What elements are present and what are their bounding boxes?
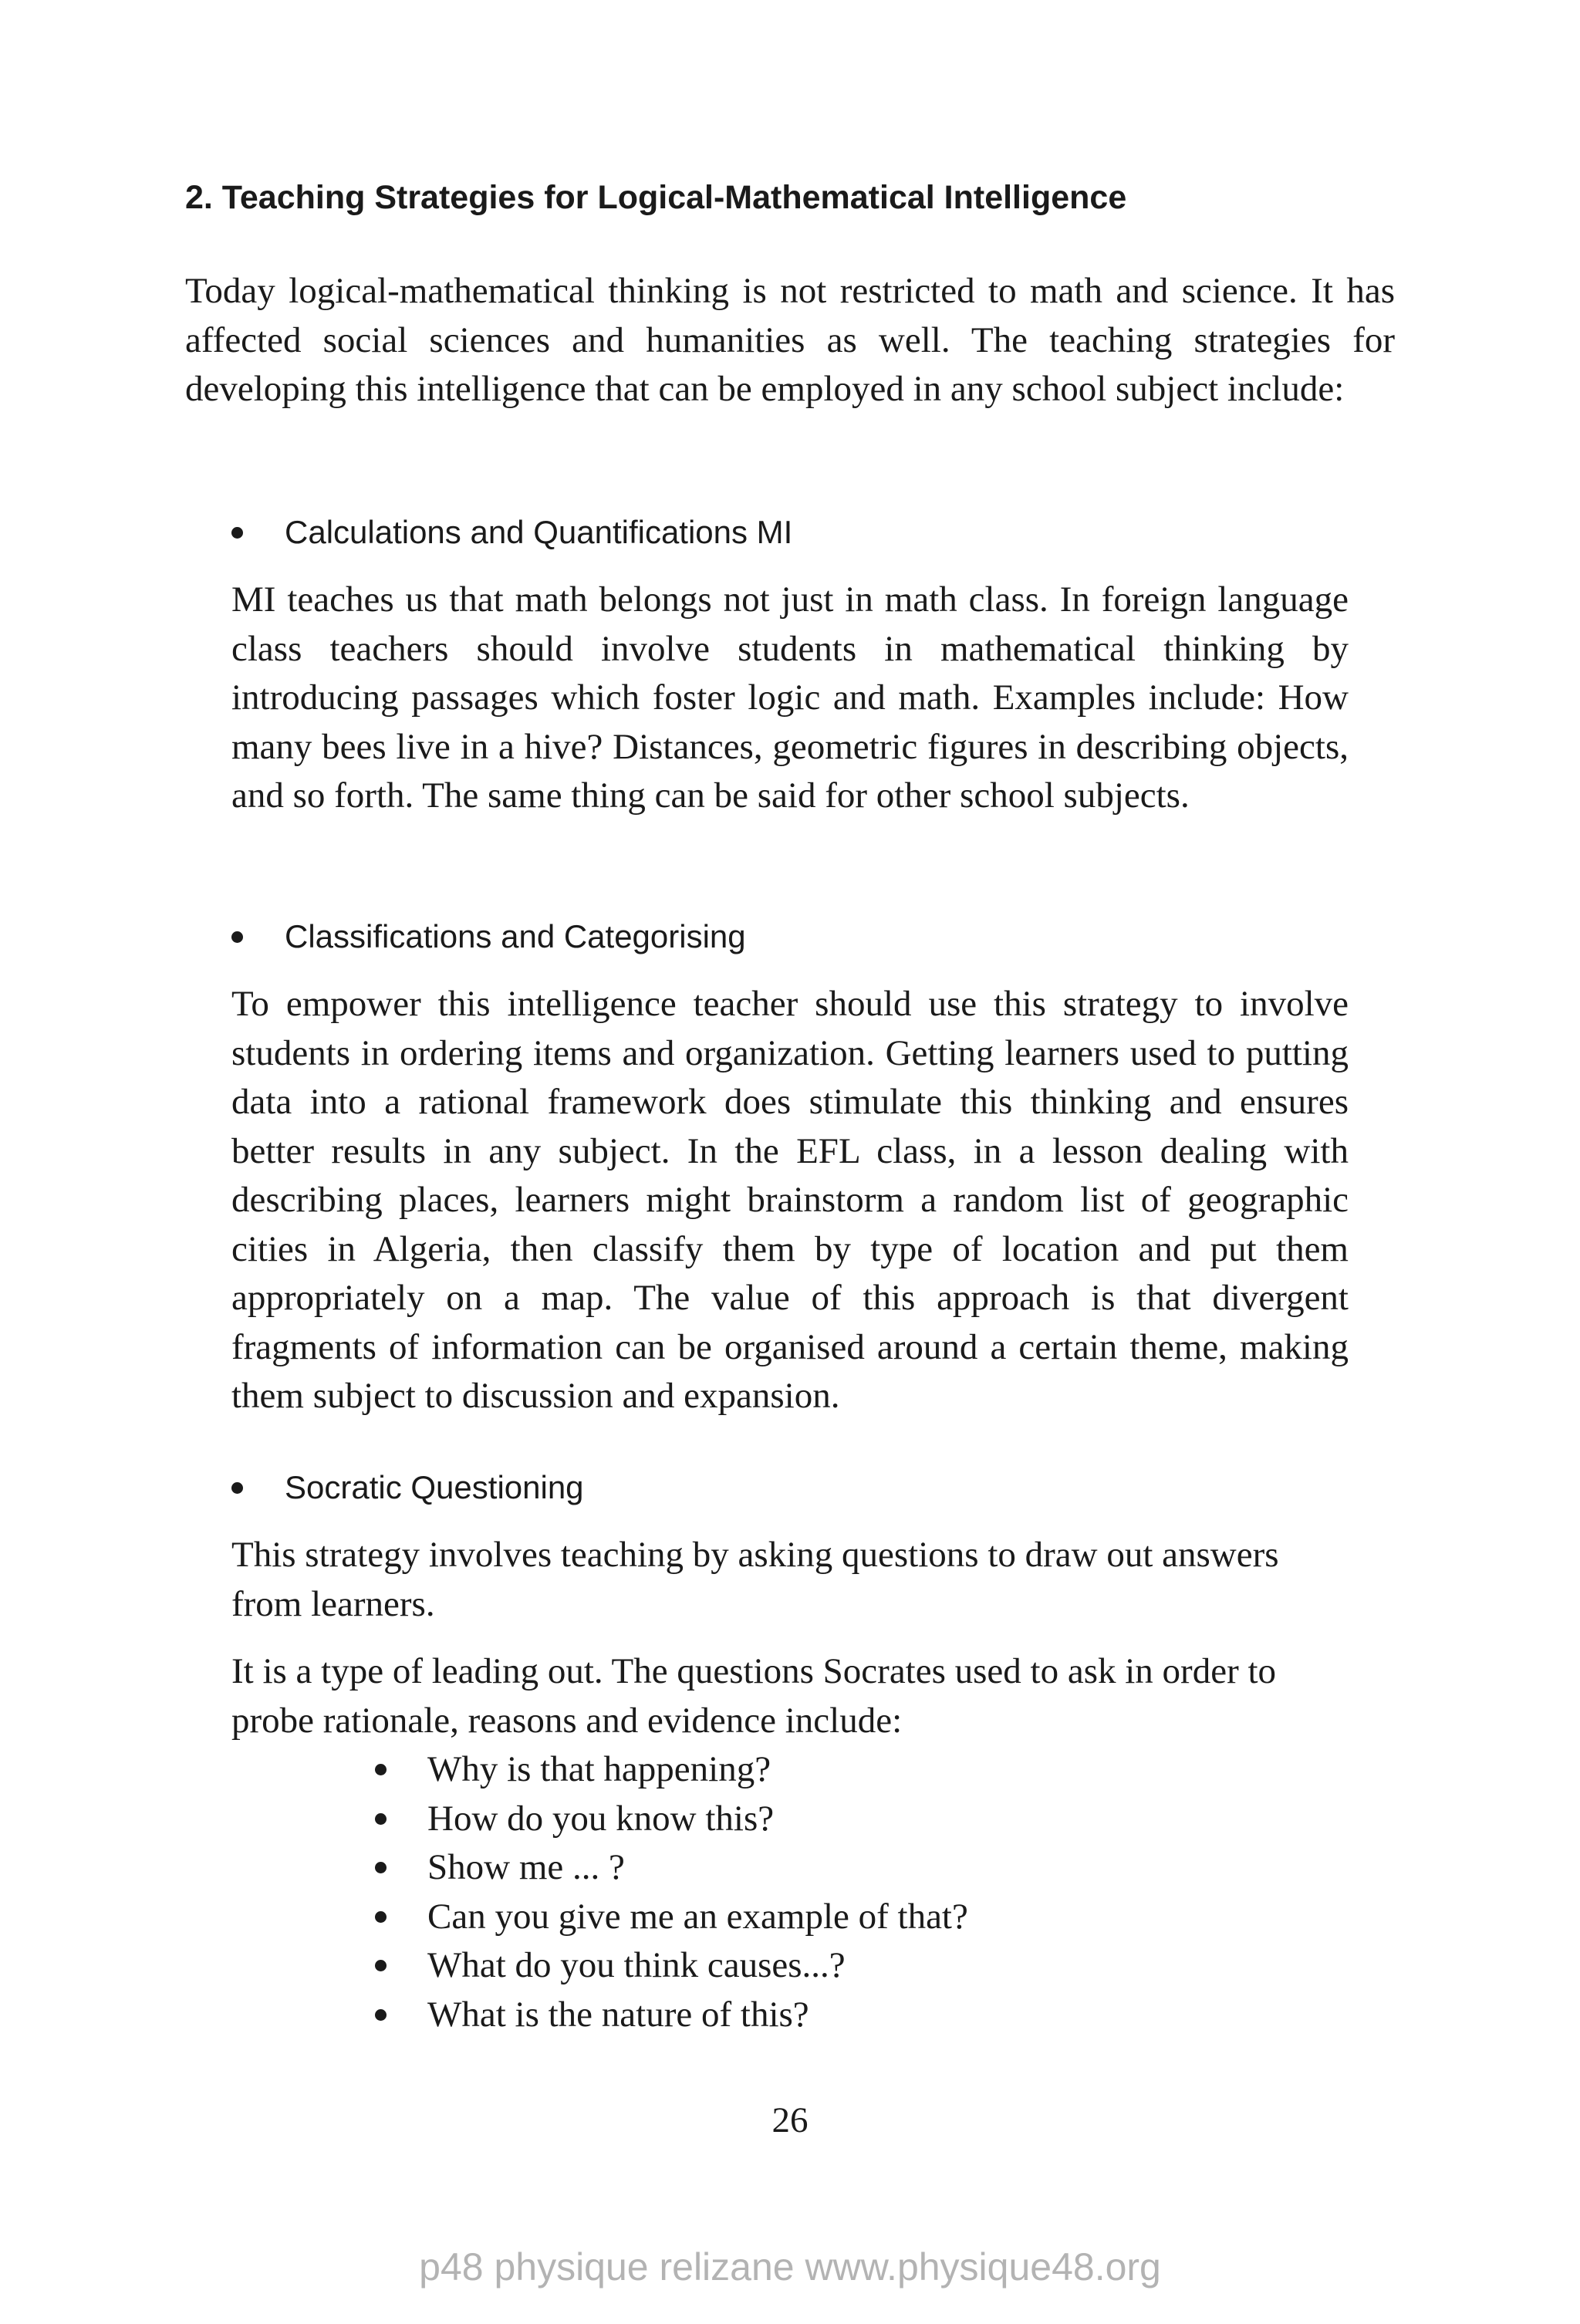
strategy-heading-label: Calculations and Quantifications MI [285,514,793,550]
bullet-icon [375,1960,387,1971]
watermark: p48 physique relizane www.physique48.org [419,2245,1161,2289]
strategy-body-calculations: MI teaches us that math belongs not just in math class. In foreign language class teachers should involve students in mathematical thinking by introducing passages which foster logic and math. Examples include: How many bees live in a hive? Distances, geometric figures in describing objects, and so forth. The same thing can be said for other school subjects. [231,579,1349,816]
bullet-icon [231,1482,243,1494]
strategy-body-classifications: To empower this intelligence teacher should use this strategy to involve students in ordering items and organization. Getting learners used to putting data into a rational framework does stimulate this thinking and ensures better results in any subject. In the EFL class, in a lesson dealing with describing places, learners might brainstorm a random list of geographic cities in Algeria, then classify them by type of location and put them appropriately on a map. The value of this approach is that divergent fragments of information can be organised around a certain theme, making them subject to discussion and expansion. [231,984,1349,1416]
strategy-heading-calculations [231,511,792,554]
bullet-icon [231,931,243,943]
strategy-body-socratic: This strategy involves teaching by asking questions to draw out answers from learners. [231,1535,1279,1624]
bullet-icon [231,527,243,539]
socratic-question-list [375,1745,968,2039]
list-item: What is the nature of this? [375,1991,968,2040]
bullet-icon [375,1764,387,1775]
bullet-icon [375,1862,387,1873]
list-item: Show me ... ? [375,1843,968,1893]
strategy-heading-label: Socratic Questioning [285,1469,584,1505]
list-item: Why is that happening? [375,1745,968,1795]
section-title: 2. Teaching Strategies for Logical-Mathematical Intelligence [185,179,1127,216]
strategy-body-socratic-questions-intro: It is a type of leading out. The questions Socrates used to ask in order to probe rationale, reasons and evidence include: [231,1651,1277,1741]
bullet-icon [375,1911,387,1923]
bullet-icon [375,1813,387,1825]
bullet-icon [375,2009,387,2021]
strategy-heading-label: Classifications and Categorising [285,918,746,954]
strategy-heading-classifications [231,915,746,958]
list-item: Can you give me an example of that? [375,1893,968,1942]
page-number: 26 [771,2100,809,2140]
intro-paragraph: Today logical-mathematical thinking is not restricted to math and science. It has affected social sciences and humanities as well. The teaching strategies for developing this intelligence that can be employed in any school subject include: [185,271,1395,409]
list-item: How do you know this? [375,1795,968,1844]
list-item: What do you think causes...? [375,1941,968,1991]
strategy-heading-socratic [231,1466,584,1509]
